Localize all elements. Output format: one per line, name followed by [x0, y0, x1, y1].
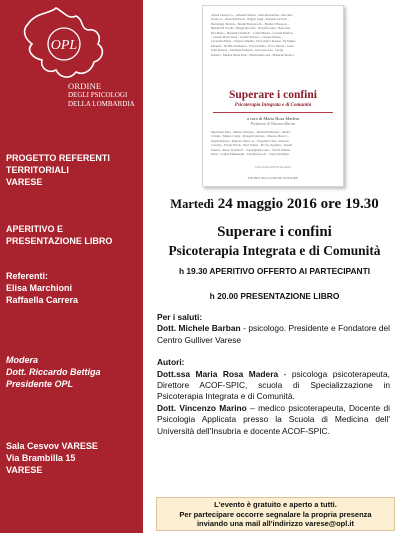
book-author-line: Cristina - Minucci Lidia - Mongardi Antonio - Moreno Maria C. - — [211, 134, 290, 139]
saluti-name: Dott. Michele Barban — [157, 323, 241, 334]
book-author-line: Concetta - Peroni Nicola - Perri Valeria - Piccolo Agostino - Rotelli — [211, 143, 293, 148]
book-author-line: Pier Mauro - Bergami Claudia E. - Carini Marina - Cardani Fabrizio — [211, 30, 293, 35]
opl-logo — [6, 6, 138, 118]
event-details — [157, 312, 390, 437]
autore-text: - psicologa psicoterapeuta, Direttore ACOF-SPIC, scuola di Specializzazione in Psicoterapia Integrata e di Comunità. — [157, 368, 390, 402]
referente-name: Elisa Marchioni — [6, 283, 73, 293]
book-author-line: Sabrina - Russo Stefania E. - Santagiuliana Gino - Sartori Sabrina — [211, 147, 291, 152]
event-day: Martedì — [170, 197, 214, 211]
book-author-line: Jessica A. - Aristofelli Paola - Baggio Luigi - Bonvino Lucia R. - — [211, 17, 289, 22]
book-cover — [202, 5, 344, 187]
venue-street: Via Brambilla 15 — [6, 453, 76, 463]
book-author-line: Elena - Scalpei Emmanuela - Sosi Eleonora E. - Vergo Pierluigia — [211, 152, 289, 157]
project-line: PROGETTO REFERENTI — [6, 153, 110, 163]
logo-line-psicologi: DEGLI PSICOLOGI — [68, 91, 128, 99]
modera-label: Modera — [6, 355, 39, 365]
moderator-name: Dott. Riccardo Bettiga — [6, 367, 101, 377]
autori-label: Autori: — [157, 357, 185, 368]
venue-city: VARESE — [6, 465, 43, 475]
book-divider — [213, 112, 333, 113]
project-heading — [6, 152, 140, 188]
book-publisher: PIETRO MACCHIONE EDITORE — [247, 176, 299, 180]
saluti-label: Per i saluti: — [157, 312, 203, 322]
event-title: Superare i confini — [217, 224, 332, 240]
book-author-line: Marchione Elisa - Marino Vincenzo - Martinelli Mariano - Medici — [211, 130, 291, 134]
notice-line: Per partecipare occorre segnalare la propria presenza — [179, 509, 372, 519]
logo-line-ordine: ORDINE — [68, 81, 102, 91]
book-author-line: Cavarretta Elena - Chiusolo Marika - Del Giudice Rosaria - Di Meglio — [211, 39, 296, 44]
autore-name: Dott. Vincenzo Marino — [157, 402, 247, 413]
venue-name: Sala Cesvov VARESE — [6, 441, 98, 451]
book-author-line: Albani Cenagio G. - Albasetti Sabina - Anna Bernardone - Bocchini — [211, 13, 293, 17]
saluti-paragraph — [157, 323, 390, 346]
autore-name: Dott.ssa Maria Rosa Madera — [157, 368, 279, 379]
book-author-line: Bertamagg. Barbara - Bertini Francesca R. - Bettiucci Eleonora - — [211, 21, 289, 26]
book-author-line: Barbuta Di Tavella - Biaggi Riccardo - Bonaldi Laura - Bonavetta — [211, 26, 291, 31]
logo-initials: OPL — [50, 38, 78, 53]
logo-text — [68, 82, 146, 109]
autore-paragraph — [157, 369, 390, 403]
event-type-line: APERITIVO E — [6, 224, 64, 234]
event-subtitle: Psicoterapia Integrata e di Comunità — [168, 243, 381, 258]
moderator-role: Presidente OPL — [6, 379, 74, 389]
logo-line-lombardia: DELLA LOMBARDIA — [68, 100, 135, 108]
modera-block — [6, 354, 140, 390]
referenti-block — [6, 270, 140, 306]
notice-line: inviando una mail all'indirizzo varese@opl.it — [196, 519, 355, 529]
referenti-label: Referenti: — [6, 271, 49, 281]
book-editor-credit: a cura di Maria Rosa Madera — [246, 116, 300, 121]
sidebar — [0, 0, 143, 533]
event-type-line: PRESENTAZIONE LIBRO — [6, 236, 113, 246]
spacer — [157, 346, 390, 357]
referente-name: Raffaella Carrera — [6, 295, 79, 305]
notice-line: L'evento è gratuito e aperto a tutti. — [214, 500, 337, 509]
venue-block — [6, 440, 140, 476]
aperitivo-time: h 19.30 APERITIVO OFFERTO AI PARTECIPANTI — [178, 266, 371, 276]
book-authors-bottom — [211, 130, 337, 156]
event-type-heading — [6, 223, 140, 247]
book-author-line: Pagani Roberta - Pagnotto Marco A. - Pergolizzi Luisa - Pezzoni — [211, 138, 289, 143]
presentazione-time: h 20.00 PRESENTAZIONE LIBRO — [209, 291, 340, 301]
book-preface-credit: Prefazione di Vincenzo Marino — [250, 122, 296, 126]
book-title: Superare i confini — [229, 89, 317, 101]
registration-notice — [156, 497, 395, 531]
autore-paragraph — [157, 403, 390, 437]
book-subtitle: Psicoterapia Integrata e di Comunità — [234, 103, 312, 108]
event-date-time: 24 maggio 2016 ore 19.30 — [217, 196, 379, 212]
book-series: COLLANA DI PSICOLOGIA — [254, 165, 292, 169]
project-line: VARESE — [6, 177, 43, 187]
book-author-line: Roberta - Madera Maria Rosa - Manfrodde Luisa - Mannella Monica — [211, 52, 294, 57]
saluti-text: - psicologo. Presidente e Fondatore del Centro Gulliver Varese — [157, 323, 391, 345]
project-line: TERRITORIALI — [6, 165, 69, 175]
event-date — [151, 196, 398, 213]
book-author-line: Gaiti Roberta - Gandineu Federica - Genovese Sara - Giorgi — [211, 48, 284, 53]
book-authors-top — [211, 13, 337, 57]
autore-text: – medico psicoterapeuta, Docente di Psicologia Applicata presso la Scuola di Medicina dell' Università dell'Insubria e docente ACOF-SPIC. — [157, 402, 390, 436]
book-author-line: Manuela - Di Milo Domenica - Forcati Maria - Fosco Marisa - Gaeta — [211, 43, 294, 48]
book-author-line: - Castelli Maria Luisa - Castelli Roberto - Causata Marina - — [211, 35, 283, 40]
